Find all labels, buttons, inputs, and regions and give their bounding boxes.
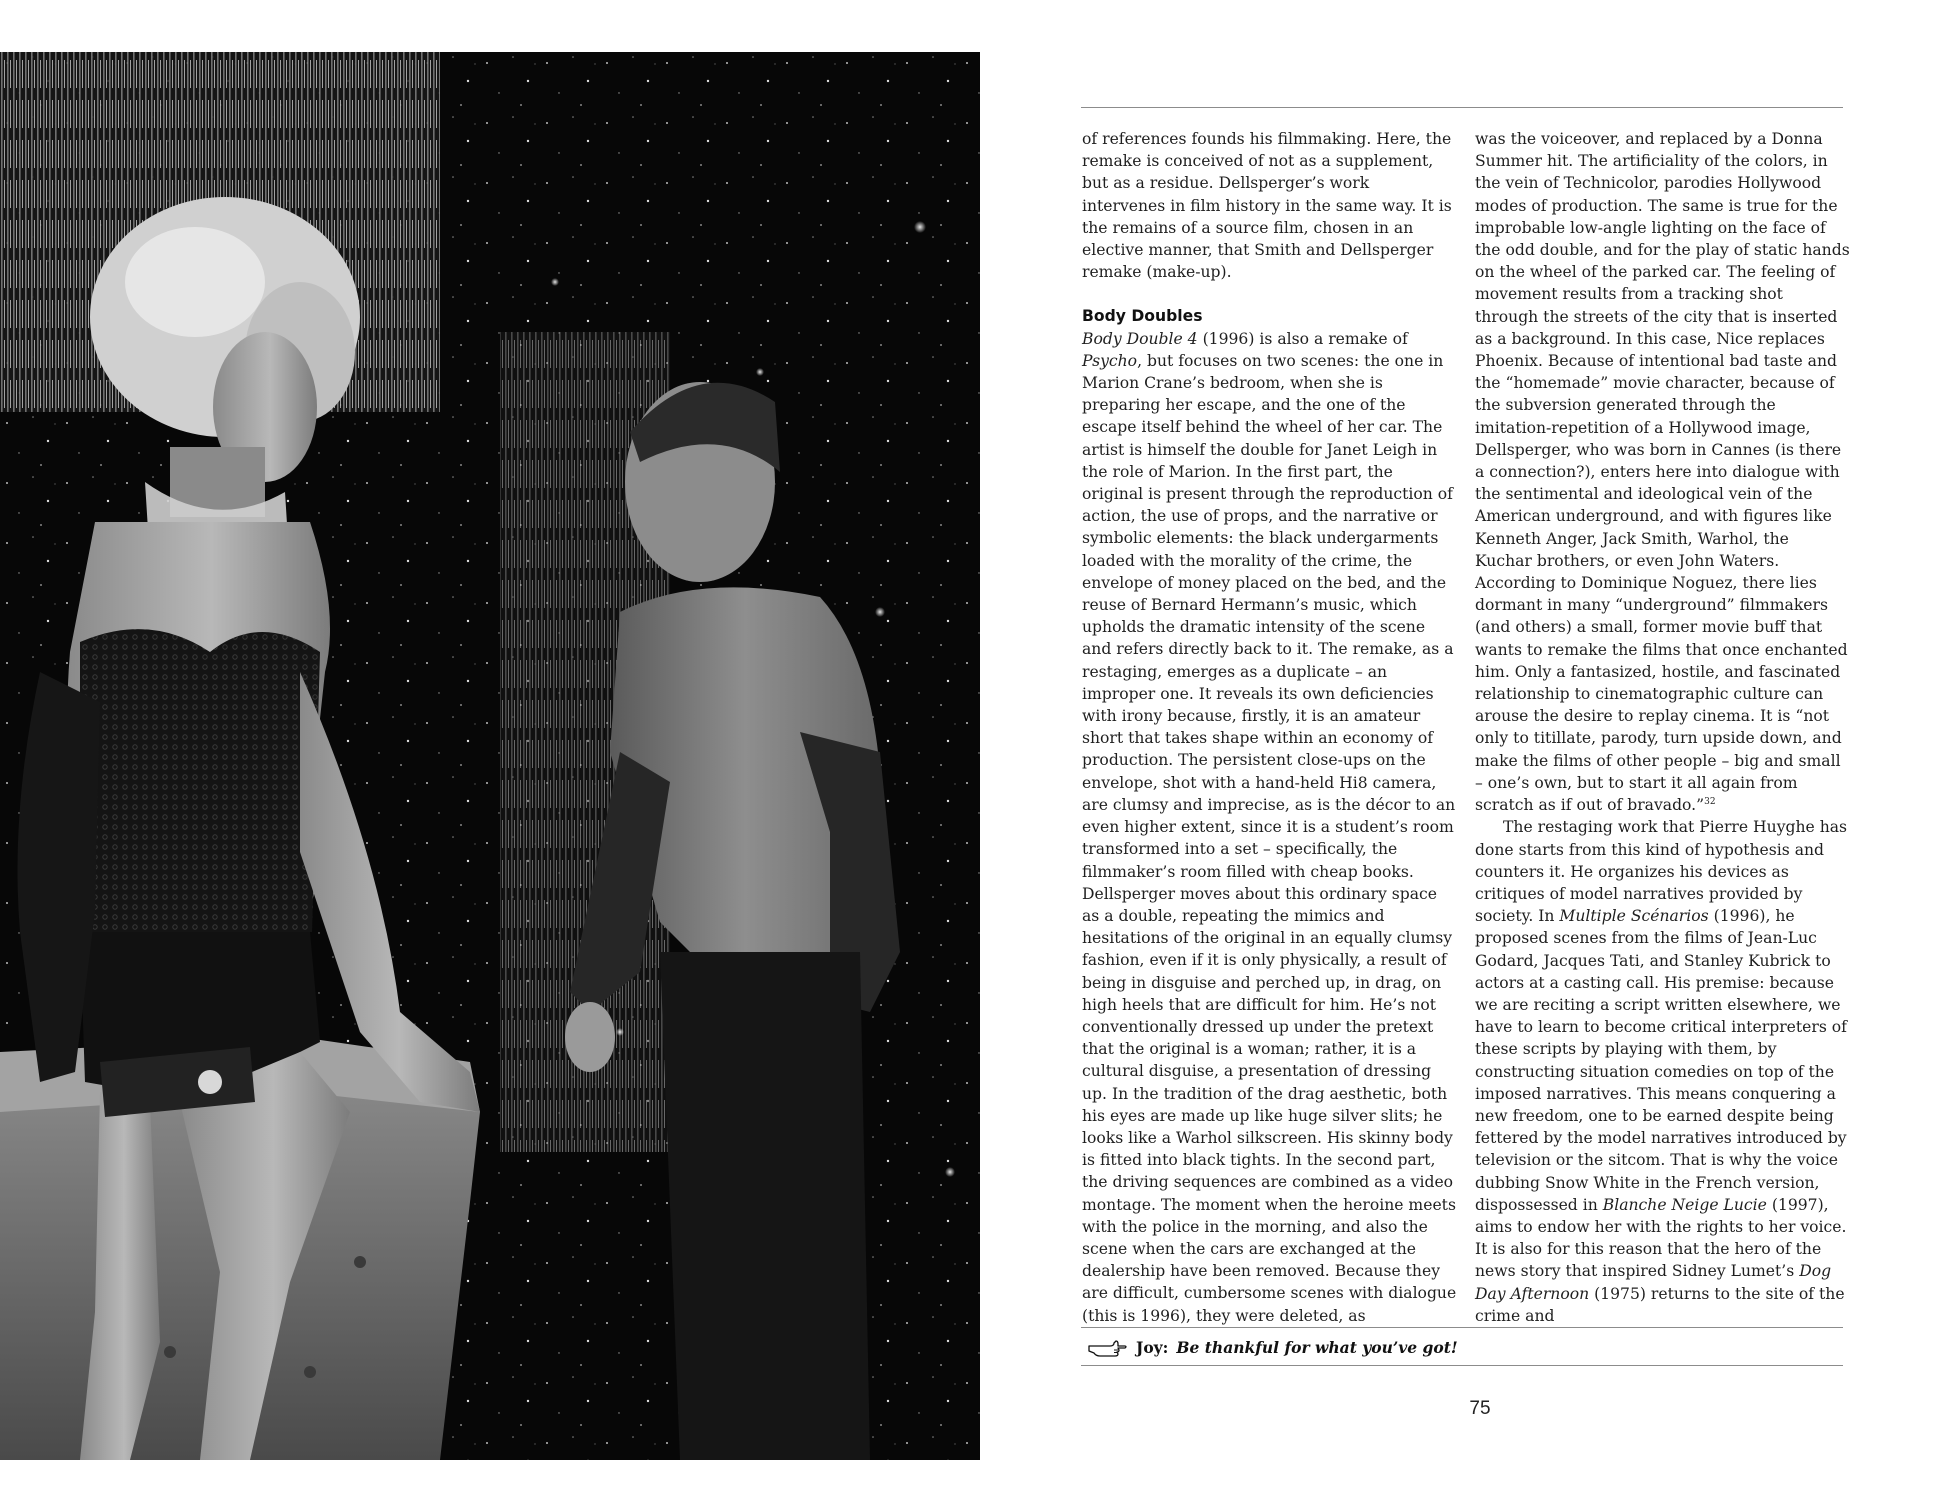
paragraph: [1475, 128, 1850, 816]
paragraph-gap: [1082, 283, 1457, 305]
text-run: was the voiceover, and replaced by a Donna Summer hit. The artificiality of the colors, in the vein of Technicolor, parodies Hollywood modes of production. The same is true for the improbable low-angle lighting on the face of the odd double, and for the play of static hands on the wheel of the parked car. The feeling of movement results from a tracking shot through the streets of the city that is inserted as a background. In this case, Nice replaces Phoenix. Because of intentional bad taste and the “homemade” movie character, because of the subversion generated through the imitation-repetition of a Hollywood image, Dellsperger, who was born in Cannes (is there a connection?), enters here into dialogue with the sentimental and ideological vein of the American underground, and with figures like Kenneth Anger, Jack Smith, Warhol, the Kuchar brothers, or even John Waters. According to Dominique Noguez, there lies dormant in many “underground” filmmakers (and others) a small, former movie buff that wants to remake the films that once enchanted him. Only a fantasized, hostile, and fascinated relationship to cinematographic culture can arouse the desire to replay cinema. It is “not only to titillate, parody, turn upside down, and make the films of other people – big and small – one’s own, but to start it all again from scratch as if out of bravado.”: [1475, 130, 1850, 815]
paragraph: of references founds his filmmaking. Here, the remake is conceived of not as a supplement, but as a residue. Dellsperger’s work intervenes in film history in the same way. It is the remains of a source film, chosen in an elective manner, that Smith and Dellsperger remake (make-up).: [1082, 130, 1452, 282]
photo-illustration: [0, 52, 980, 1460]
photograph: [0, 52, 980, 1460]
text-run: , but focuses on two scenes: the one in Marion Crane’s bedroom, when she is preparing her escape, and the one of the escape itself behind the wheel of her car. The artist is himself the double for Janet Leigh in the role of Marion. In the first part, the original is present through the reproduction of action, the use of props, and the narrative or symbolic elements: the black undergarments loaded with the morality of the crime, the envelope of money placed on the bed, and the reuse of Bernard Hermann’s music, which upholds the dramatic intensity of the scene and refers directly back to it. The remake, as a restaging, emerges as a duplicate – an improper one. It reveals its own deficiencies with irony because, firstly, it is an amateur short that takes shape within an economy of production. The persistent close-ups on the envelope, shot with a hand-held Hi8 camera, are clumsy and imprecise, as is the décor to an even higher extent, since it is a student’s room transformed into a set – specifically, the filmmaker’s room filled with cheap books. Dellsperger moves about this ordinary space as a double, repeating the mimics and hesitations of the original in an equally clumsy fashion, even if it is only physically, a result of being in disguise and perched up, in drag, on high heels that are difficult for him. He’s not conventionally dressed up under the pretext that the original is a woman; rather, it is a cultural disguise, a presentation of dressing up. In the tradition of the drag aesthetic, both his eyes are made up like huge silver slits; he looks like a Warhol silkscreen. His skinny body is fitted into black tights. In the second part, the driving sequences are combined as a video montage. The moment when the heroine meets with the police in the morning, and also the scene when the cars are exchanged at the dealership have been removed. Because they are difficult, cumbersome scenes with dialogue (this is 1996), they were deleted, as: [1082, 351, 1457, 1325]
pointing-hand-icon: [1088, 1337, 1128, 1357]
text-run: (1996) is also a remake of: [1197, 329, 1408, 348]
footnote-reference: 32: [1704, 797, 1716, 808]
right-text-column: [1475, 128, 1850, 1327]
footer-label: Joy:: [1136, 1337, 1169, 1357]
footer-motto: Be thankful for what you’ve got!: [1176, 1337, 1458, 1357]
work-title: Psycho: [1082, 351, 1138, 370]
text-run: (1975) returns to the site of the crime and: [1475, 1284, 1845, 1325]
text-run: (1997), aims to endow her with the rights to her voice. It is also for this reason that the hero of the news story that inspired Sidney Lumet’s: [1475, 1195, 1847, 1281]
section-heading: Body Doubles: [1082, 307, 1203, 326]
work-title: Blanche Neige Lucie: [1602, 1195, 1767, 1214]
text-run: The restaging work that Pierre Huyghe has done starts from this kind of hypothesis and counters it. He organizes his devices as critiques of model narratives provided by society. In: [1475, 818, 1848, 926]
work-title: Body Double 4: [1082, 329, 1198, 348]
text-run: (1996), he proposed scenes from the films of Jean-Luc Godard, Jacques Tati, and Stanley Kubrick to actors at a casting call. His premise: because we are reciting a script written elsewhere, we have to learn to become critical interpreters of these scripts by playing with them, by constructing situation comedies on top of the imposed narratives. This means conquering a new freedom, one to be earned despite being fettered by the model narratives introduced by television or the sitcom. That is why the voice dubbing Snow White in the French version, dispossessed in: [1475, 907, 1847, 1214]
page-number: 75: [1469, 1398, 1491, 1419]
paragraph: [1082, 328, 1457, 1327]
footer-rule-top: [1081, 1327, 1843, 1328]
left-text-column: [1082, 128, 1457, 1327]
footer-rule-bottom: [1081, 1365, 1843, 1366]
top-rule: [1081, 107, 1843, 108]
paragraph: [1475, 816, 1850, 1327]
work-title: Multiple Scénarios: [1559, 907, 1709, 926]
running-footer: [1088, 1334, 1458, 1360]
work-title: Dog Day Afternoon: [1475, 1262, 1832, 1303]
